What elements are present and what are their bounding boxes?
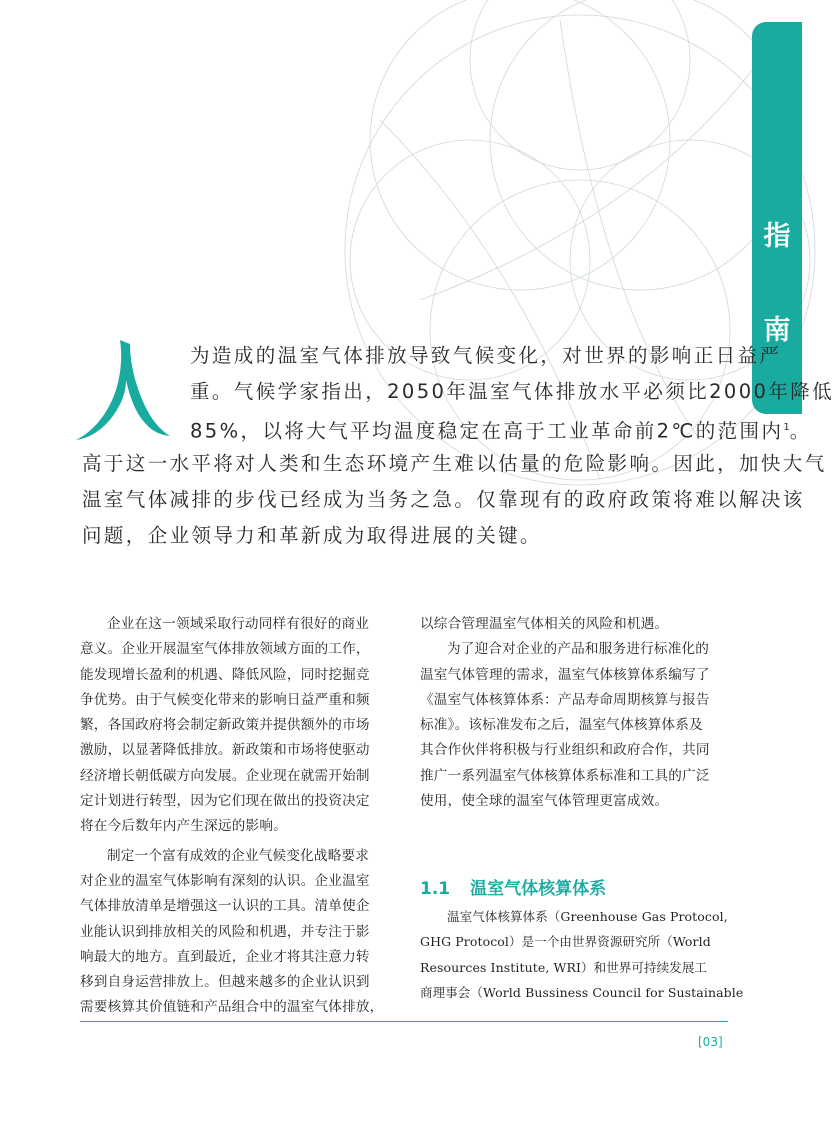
section-heading [420, 874, 606, 900]
footnote-ref: 1 [783, 422, 790, 433]
text-line: 需要核算其价值链和产品组合中的温室气体排放， [80, 999, 384, 1016]
text-line: 商理事会（World Bussiness Council for Sustainable [420, 984, 744, 1000]
text-line: 繁，各国政府将会制定新政策并提供额外的市场 [80, 717, 370, 734]
intro-line-2: 重。气候学家指出，2050年温室气体排放水平必须比2000年降低 [190, 380, 834, 403]
text-line: 以综合管理温室气体相关的风险和机遇。 [420, 616, 669, 632]
footer-rule [80, 1021, 728, 1022]
body-column-left [80, 612, 388, 1021]
text-line: 气体排放清单是增强这一认识的工具。清单使企 [80, 898, 370, 915]
tab-char-zhi: 指 [763, 221, 791, 252]
text-line: 推广一系列温室气体核算体系标准和工具的广泛 [420, 767, 710, 784]
text-line: 将在今后数年内产生深远的影响。 [80, 818, 287, 835]
text-line: 温室气体管理的需求，温室气体核算体系编写了 [420, 666, 710, 683]
body-column-right [420, 612, 728, 814]
text-line: 使用，使全球的温室气体管理更富成效。 [420, 793, 669, 810]
text-line: 为了迎合对企业的产品和服务进行标准化的 [447, 641, 710, 658]
page-number: [03] [698, 1035, 723, 1049]
tab-char-nan: 南 [763, 315, 791, 346]
text-line: 制定一个富有成效的企业气候变化战略要求 [107, 847, 370, 864]
text-line: 业能认识到排放相关的风险和机遇，并专注于影 [80, 923, 370, 940]
text-line: 能发现增长盈利的机遇、降低风险，同时挖掘竞 [80, 666, 370, 683]
intro-paragraph [82, 338, 834, 554]
text-line: 移到自身运营排放上。但越来越多的企业认识到 [80, 974, 370, 991]
text-line: 激励，以显著降低排放。新政策和市场将使驱动 [80, 742, 370, 759]
text-line: 响最大的地方。直到最近，企业才将其注意力转 [80, 948, 370, 965]
text-line: 标准》。该标准发布之后，温室气体核算体系及 [420, 717, 703, 734]
text-line: 温室气体核算体系（Greenhouse Gas Protocol, [447, 909, 728, 924]
text-line: 其合作伙伴将积极与行业组织和政府合作，共同 [420, 742, 710, 759]
section-body [420, 904, 744, 1005]
intro-line-3: 85%，以将大气平均温度稳定在高于工业革命前2℃的范围内$^1$。 [190, 419, 812, 443]
text-line: 对企业的温室气体影响有深刻的认识。企业温室 [80, 872, 370, 889]
text-line: 争优势。由于气候变化带来的影响日益严重和频 [80, 691, 370, 708]
text-line: GHG Protocol）是一个由世界资源研究所（World [420, 934, 711, 950]
section-title: 温室气体核算体系 [470, 879, 607, 899]
section-number: 1.1 [420, 879, 451, 899]
text-line: 经济增长朝低碳方向发展。企业现在就需开始制 [80, 767, 370, 784]
text-line: 企业在这一领域采取行动同样有很好的商业 [107, 616, 370, 632]
text-line: 《温室气体核算体系：产品寿命周期核算与报告 [420, 691, 710, 708]
intro-line-6: 问题，企业领导力和革新成为取得进展的关键。 [82, 524, 542, 547]
intro-line-4: 高于这一水平将对人类和生态环境产生难以估量的危险影响。因此，加快大气 [82, 452, 827, 475]
text-line: 意义。企业开展温室气体排放领域方面的工作， [80, 641, 370, 658]
text-line: 定计划进行转型，因为它们现在做出的投资决定 [80, 793, 370, 810]
intro-line-1: 为造成的温室气体排放导致气候变化，对世界的影响正日益严 [190, 344, 782, 367]
intro-line-5: 温室气体减排的步伐已经成为当务之急。仅靠现有的政府政策将难以解决该 [82, 488, 805, 511]
text-line: Resources Institute, WRI）和世界可持续发展工 [420, 959, 708, 975]
